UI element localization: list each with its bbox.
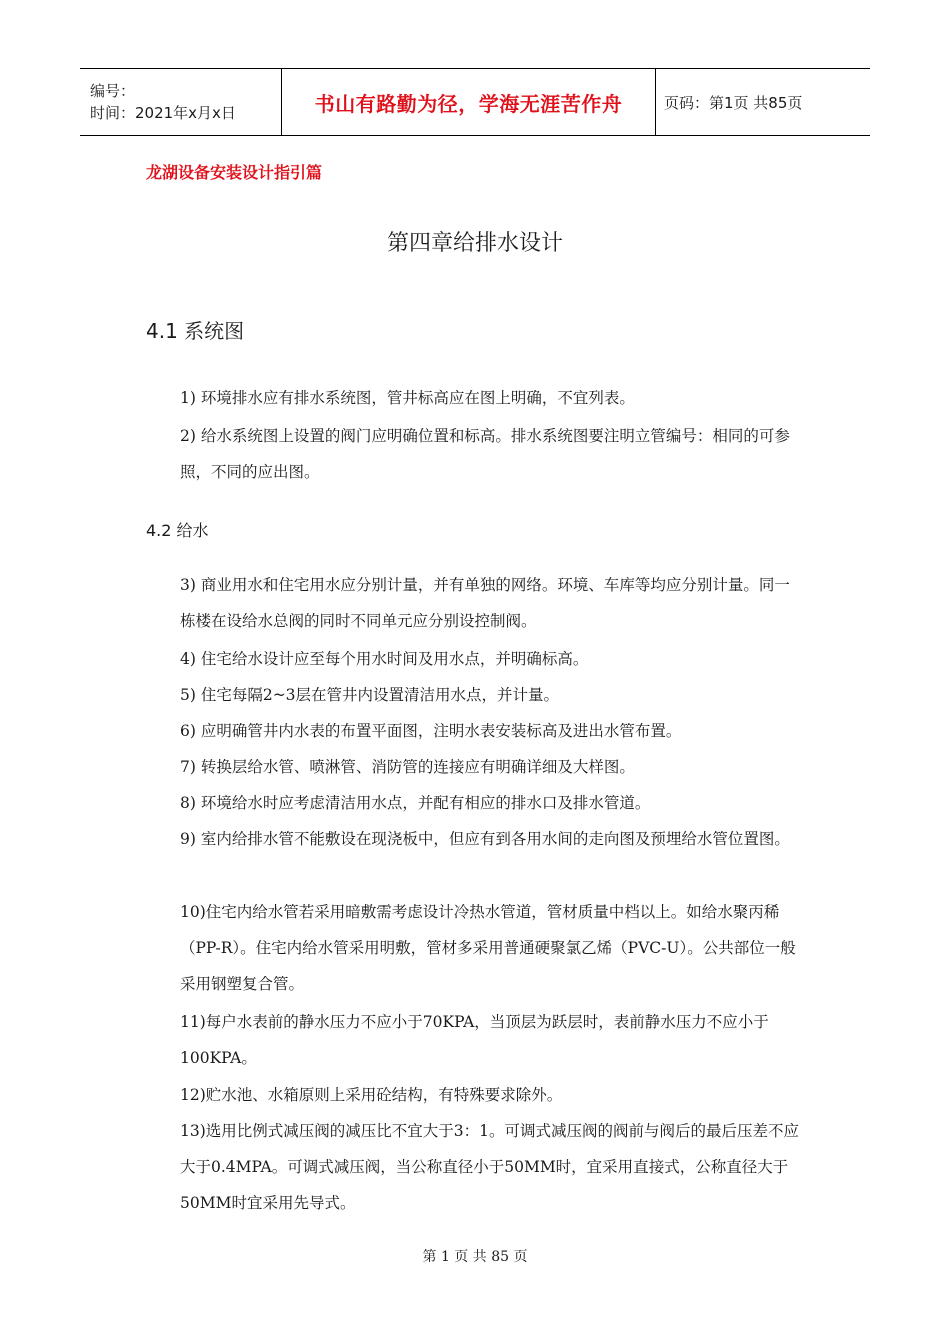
page-header — [80, 68, 870, 136]
list-item: 4) 住宅给水设计应至每个用水时间及用水点，并明确标高。 — [180, 650, 589, 668]
list-item: 1) 环境排水应有排水系统图，管井标高应在图上明确，不宜列表。 — [180, 389, 635, 407]
number-label: 编号： — [90, 82, 136, 100]
header-motto-cell — [282, 69, 656, 135]
list-item: 2) 给水系统图上设置的阀门应明确位置和标高。排水系统图要注明立管编号：相同的可参照，不同的应出图。 — [180, 427, 790, 481]
list-item: 6) 应明确管井内水表的布置平面图，注明水表安装标高及进出水管布置。 — [180, 722, 682, 740]
section-heading-4-2: 4.2 给水 — [146, 521, 209, 540]
list-item: 8) 环境给水时应考虑清洁用水点，并配有相应的排水口及排水管道。 — [180, 794, 651, 812]
list-item: 12)贮水池、水箱原则上采用砼结构，有特殊要求除外。 — [180, 1086, 563, 1104]
list-item: 7) 转换层给水管、喷淋管、消防管的连接应有明确详细及大样图。 — [180, 758, 635, 776]
list-item: 3) 商业用水和住宅用水应分别计量，并有单独的网络。环境、车库等均应分别计量。同一栋楼在设给水总阀的同时不同单元应分别设控制阀。 — [180, 576, 790, 630]
time-label: 时间：2021年x月x日 — [90, 104, 236, 122]
header-page-cell — [656, 69, 870, 135]
list-item: 5) 住宅每隔2~3层在管井内设置清洁用水点，并计量。 — [180, 686, 560, 704]
section-heading-4-1: 4.1 系统图 — [146, 319, 245, 343]
chapter-title: 第四章给排水设计 — [386, 231, 563, 256]
page-label: 页码：第1页 共85页 — [664, 93, 803, 112]
motto: 书山有路勤为径，学海无涯苦作舟 — [314, 91, 623, 116]
list-item: 9) 室内给排水管不能敷设在现浇板中，但应有到各用水间的走向图及预埋给水管位置图。 — [180, 830, 790, 848]
header-meta — [80, 69, 282, 135]
list-item: 10)住宅内给水管若采用暗敷需考虑设计冷热水管道，管材质量中档以上。如给水聚丙稀（PP-R）。住宅内给水管采用明敷，管材多采用普通硬聚氯乙烯（PVC-U）。公共部位一般采用钢塑复合管。 — [180, 903, 796, 993]
series-title: 龙湖设备安装设计指引篇 — [146, 163, 323, 182]
list-item: 13)选用比例式减压阀的减压比不宜大于3：1。可调式减压阀的阀前与阀后的最后压差不应大于0.4MPA。可调式减压阀，当公称直径小于50MM时，宜采用直接式，公称直径大于50MM时宜采用先导式。 — [180, 1122, 799, 1212]
page-footer: 第 1 页 共 85 页 — [422, 1249, 528, 1265]
list-item: 11)每户水表前的静水压力不应小于70KPA，当顶层为跃层时，表前静水压力不应小于100KPA。 — [180, 1013, 769, 1067]
